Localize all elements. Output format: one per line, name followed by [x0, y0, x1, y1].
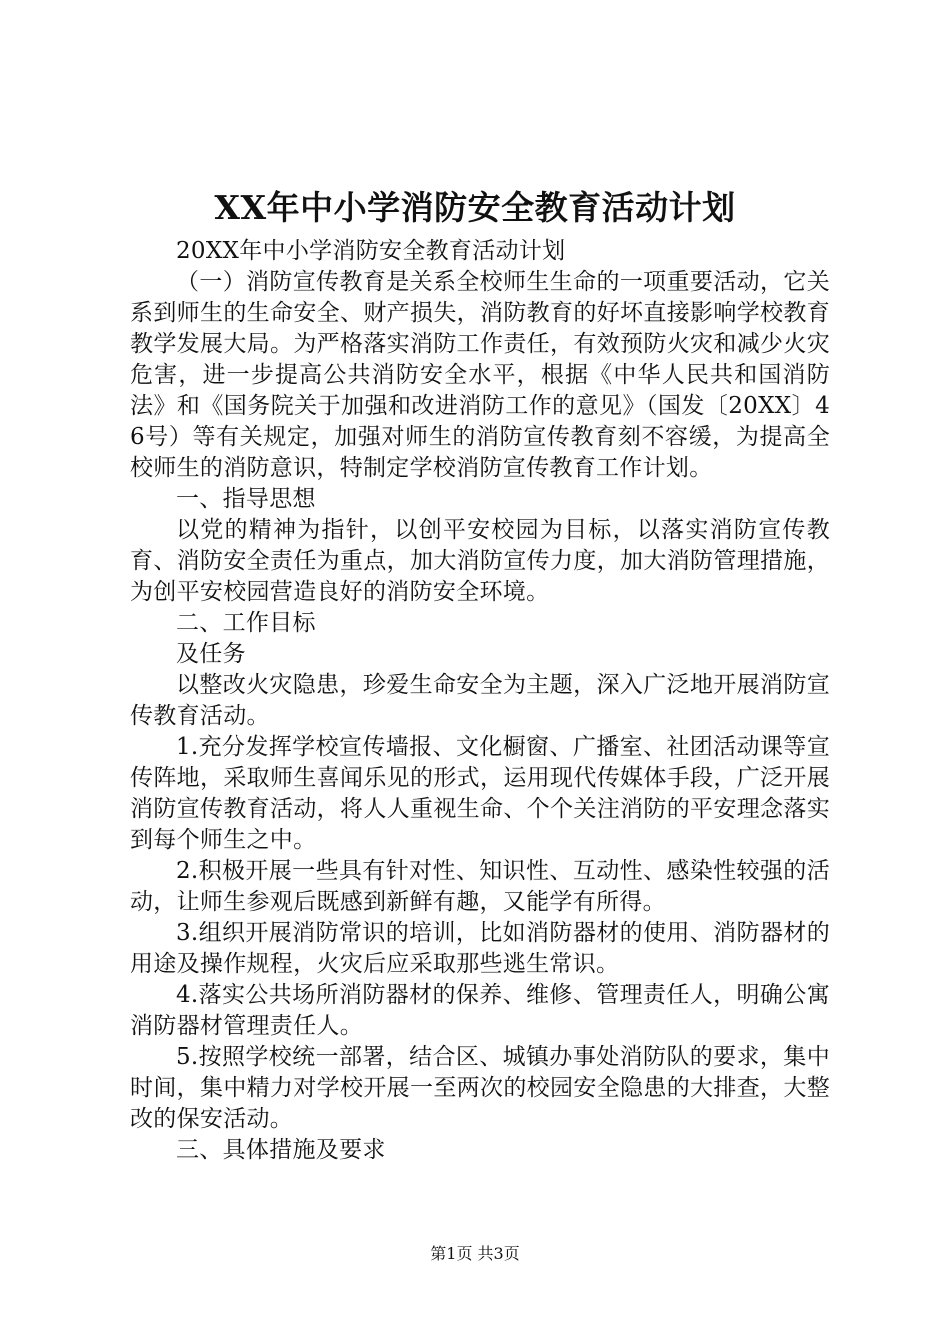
paragraph-subtitle: 20XX年中小学消防安全教育活动计划 [176, 238, 566, 264]
section-heading-guiding-ideology: 一、指导思想 [176, 486, 316, 512]
section-heading-measures: 三、具体措施及要求 [176, 1137, 386, 1163]
paragraph-intro: （一）消防宣传教育是关系全校师生生命的一项重要活动，它关系到师生的生命安全、财产损失，消防教育的好坏直接影响学校教育教学发展大局。为严格落实消防工作责任，有效预防火灾和减少火灾危害，进一步提高公共消防安全水平，根据《中华人民共和国消防法》和《国务院关于加强和改进消防工作的意见》（国发〔20XX〕46号）等有关规定，加强对师生的消防宣传教育刻不容缓，为提高全校师生的消防意识，特制定学校消防宣传教育工作计划。 [130, 269, 830, 481]
list-item-1: 1.充分发挥学校宣传墙报、文化橱窗、广播室、社团活动课等宣传阵地，采取师生喜闻乐见的形式，运用现代传媒体手段，广泛开展消防宣传教育活动，将人人重视生命、个个关注消防的平安理念落实到每个师生之中。 [130, 734, 830, 853]
section-heading-tasks: 及任务 [176, 641, 246, 667]
paragraph-guiding-ideology: 以党的精神为指针，以创平安校园为目标，以落实消防宣传教育、消防安全责任为重点，加大消防宣传力度，加大消防管理措施，为创平安校园营造良好的消防安全环境。 [130, 517, 830, 605]
list-item-3: 3.组织开展消防常识的培训，比如消防器材的使用、消防器材的用途及操作规程，火灾后应采取那些逃生常识。 [130, 920, 830, 977]
list-item-2: 2.积极开展一些具有针对性、知识性、互动性、感染性较强的活动，让师生参观后既感到新鲜有趣，又能学有所得。 [130, 858, 830, 915]
list-item-5: 5.按照学校统一部署，结合区、城镇办事处消防队的要求，集中时间，集中精力对学校开展一至两次的校园安全隐患的大排查，大整改的保安活动。 [130, 1044, 830, 1132]
paragraph-theme: 以整改火灾隐患，珍爱生命安全为主题，深入广泛地开展消防宣传教育活动。 [130, 672, 830, 729]
list-item-4: 4.落实公共场所消防器材的保养、维修、管理责任人，明确公寓消防器材管理责任人。 [130, 982, 830, 1039]
section-heading-work-goals: 二、工作目标 [176, 610, 316, 636]
page-number-footer: 第1页 共3页 [430, 1244, 520, 1263]
document-title: XX年中小学消防安全教育活动计划 [214, 188, 736, 227]
document-body [130, 236, 830, 1166]
